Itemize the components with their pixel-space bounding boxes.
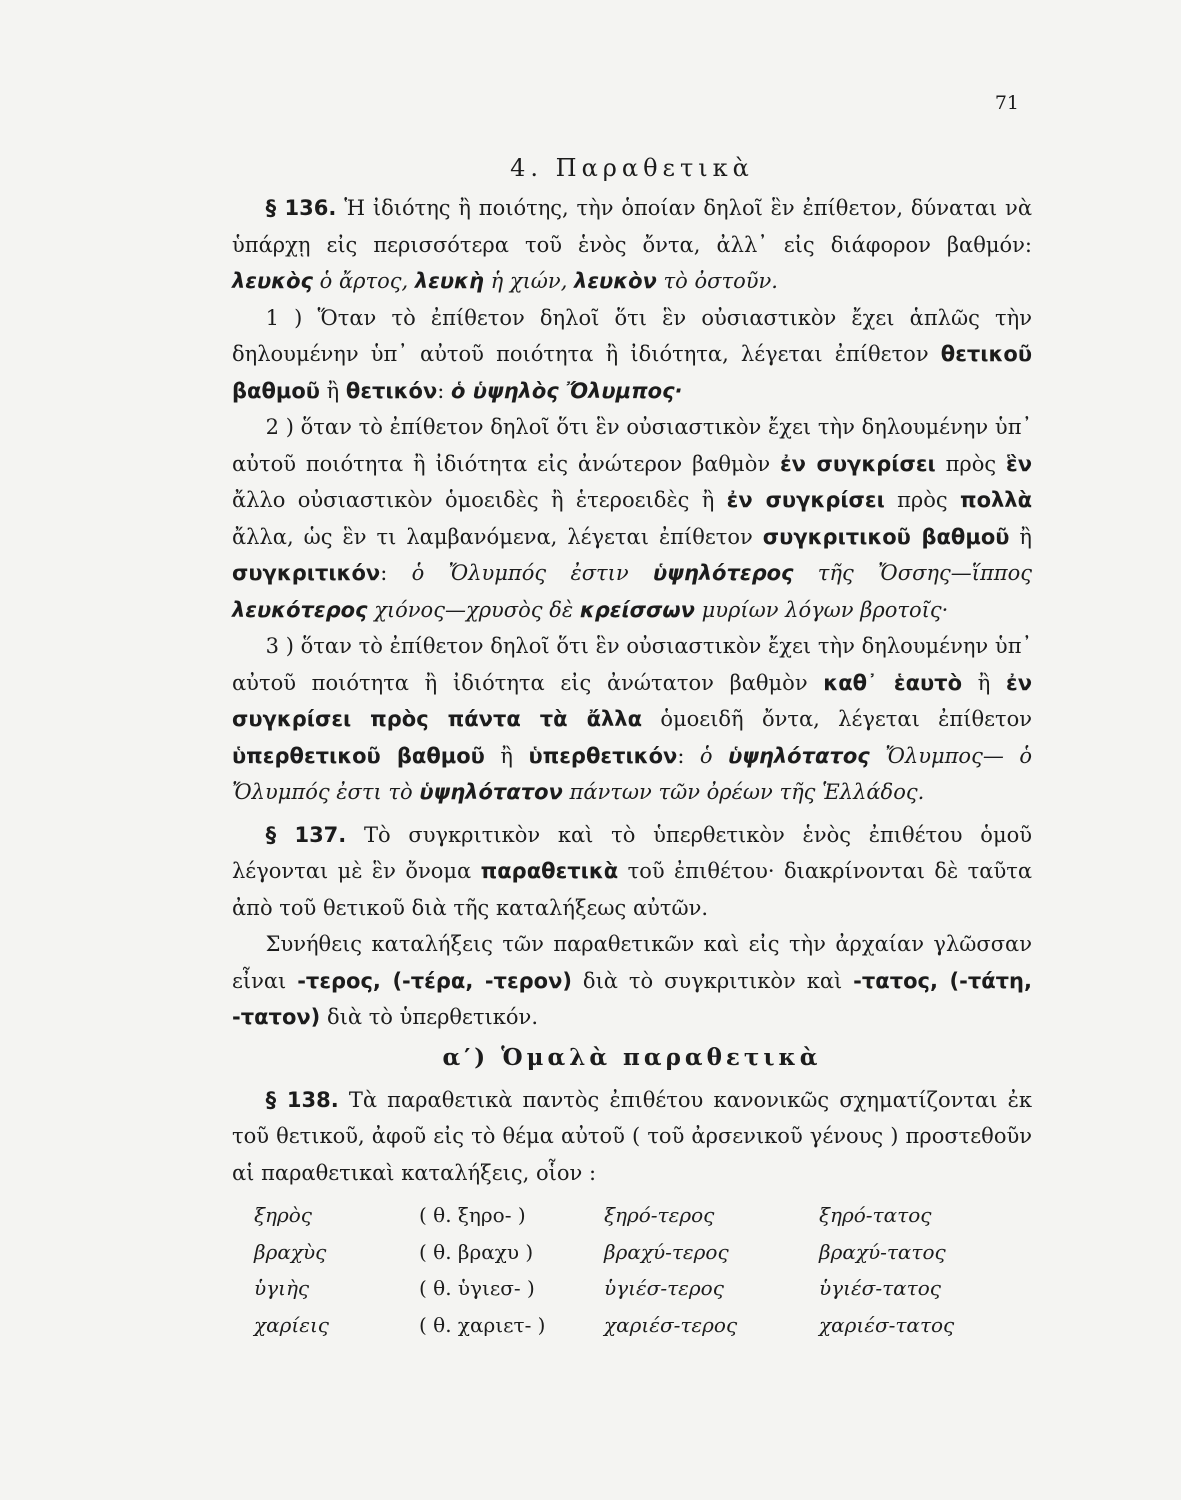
stem: ( θ. ὑγιεσ- ): [419, 1276, 535, 1300]
table-row: [254, 1197, 954, 1234]
comparative-form: ξηρό-τερος: [604, 1203, 715, 1227]
text: 2 ) ὅταν τὸ ἐπίθετον δηλοῖ ὅτι ἓν οὐσιαστικὸν ἔχει τὴν δηλουμένην ὑπ᾽ αὐτοῦ ποιότητα ἢ ἰδιότητα εἰς ἀνώτερον βαθμὸν: [232, 415, 1032, 476]
comparative-form: χαριέσ-τερος: [604, 1312, 738, 1337]
text: διὰ τὸ συγκριτικὸν καὶ: [572, 968, 854, 993]
term: παραθετικὰ: [480, 859, 619, 883]
comparative-form: ὑγιέσ-τερος: [604, 1276, 724, 1300]
text: τοῦ ἐπιθέτου· διακρίνονται δὲ ταῦτα ἀπὸ τοῦ θετικοῦ διὰ τῆς καταλήξεως αὐτῶν.: [232, 859, 1033, 920]
example-word: λευκότερος: [232, 597, 368, 622]
text: ἢ: [962, 670, 1006, 695]
term: -τερος, (-τέρα, -τερον): [297, 968, 573, 993]
term: ὑπερθετικοῦ βαθμοῦ: [232, 743, 485, 768]
term: ἐν συγκρίσει πρὸς πάντα τὰ ἄλλα: [232, 670, 1032, 731]
text: πρὸς: [935, 451, 1007, 476]
superlative-form: ὑγιέσ-τατος: [819, 1276, 941, 1300]
paragraph-positive: [232, 300, 1032, 410]
example-word: κρείσσων: [579, 597, 695, 622]
text: ἄλλο οὐσιαστικὸν ὁμοειδὲς ἢ ἑτεροειδὲς ἢ: [232, 488, 727, 512]
text: 3 ) ὅταν τὸ ἐπίθετον δηλοῖ ὅτι ἓν οὐσιαστικὸν ἔχει τὴν δηλουμένην ὑπ᾽ αὐτοῦ ποιότητα ἢ ἰδιότητα εἰς ἀνώτατον βαθμὸν: [232, 634, 1032, 695]
section-number: § 138.: [265, 1087, 339, 1112]
paragraph-superlative: [232, 628, 1032, 811]
text: ἢ: [1009, 524, 1032, 549]
text: Τὸ συγκριτικὸν καὶ τὸ ὑπερθετικὸν ἑνὸς ἐπιθέτου ὁμοῦ λέγονται μὲ ἓν ὄνομα: [232, 822, 1033, 883]
example-text: Ὄλυμπος— ὁ Ὄλυμπός ἐστι τὸ: [232, 743, 1032, 804]
term: συγκριτικοῦ βαθμοῦ: [762, 524, 1010, 549]
text: ἢ: [484, 743, 529, 768]
superlative-form: ξηρό-τατος: [819, 1203, 932, 1227]
stem: ( θ. βραχυ ): [419, 1239, 534, 1264]
example-text: τὸ ὀστοῦν.: [656, 269, 778, 293]
stem: ( θ. χαριετ- ): [419, 1312, 546, 1337]
example-text: χιόνος—χρυσὸς δὲ: [367, 597, 580, 622]
table-row: [254, 1307, 954, 1344]
term: καθ᾽ ἑαυτὸ: [823, 670, 963, 695]
example-text: ὁ ἄρτος,: [312, 269, 415, 293]
paragraph-137: [232, 817, 1032, 927]
stem: ( θ. ξηρο- ): [419, 1203, 526, 1227]
text: :: [437, 378, 452, 403]
term: ἓν: [1006, 451, 1033, 476]
term: θετικοῦ βαθμοῦ: [232, 342, 1032, 403]
example-text: ὁ Ὄλυμπός ἐστιν: [411, 561, 653, 585]
table-row: [254, 1234, 954, 1271]
text: Ἡ ἰδιότης ἢ ποιότης, τὴν ὁποίαν δηλοῖ ἓν ἐπίθετον, δύναται νὰ ὑπάρχῃ εἰς περισσότερα τοῦ ἑνὸς ὄντα, ἀλλ᾽ εἰς διάφορον βαθμόν:: [232, 196, 1033, 257]
positive-form: ὑγιὴς: [254, 1276, 310, 1300]
text: 1 ) Ὅταν τὸ ἐπίθετον δηλοῖ ὅτι ἓν οὐσιαστικὸν ἔχει ἁπλῶς τὴν δηλουμένην ὑπ᾽ αὐτοῦ ποιότητα ἢ ἰδιότητα, λέγεται ἐπίθετον: [232, 305, 1032, 366]
positive-form: βραχὺς: [254, 1239, 327, 1264]
term: θετικόν: [345, 378, 438, 403]
example-word: λευκὸς: [232, 269, 313, 293]
positive-form: χαρίεις: [254, 1312, 329, 1337]
paragraph-136: [232, 190, 1032, 300]
example-word: λευκὸν: [574, 269, 657, 293]
section-number: § 136.: [265, 196, 337, 220]
page-content: [232, 150, 1032, 1343]
text: πρὸς: [884, 488, 960, 512]
section-heading: 4. Παραθετικὰ: [510, 154, 754, 182]
term: -τατος, (-τάτη, -τατον): [232, 968, 1032, 1029]
example-text: ὁ: [699, 743, 729, 768]
text: ἢ: [319, 378, 346, 403]
paragraph-comparative: [232, 409, 1032, 628]
comparison-forms-table: [254, 1197, 954, 1343]
paragraph-138: [232, 1082, 1032, 1192]
comparative-form: βραχύ-τερος: [604, 1239, 729, 1264]
example-word: ὑψηλότατος: [728, 743, 870, 768]
example-word: ὑψηλότερος: [652, 561, 794, 585]
term: συγκριτικόν: [232, 561, 381, 585]
example-text: πάντων τῶν ὀρέων τῆς Ἑλλάδος.: [562, 780, 925, 804]
text: ὁμοειδῆ ὄντα, λέγεται ἐπίθετον: [642, 707, 1032, 731]
example: ὁ ὑψηλὸς Ὄλυμπος·: [451, 378, 683, 403]
superlative-form: χαριέσ-τατος: [819, 1312, 955, 1337]
term: ὑπερθετικόν: [528, 743, 678, 768]
superlative-form: βραχύ-τατος: [819, 1239, 946, 1264]
text: διὰ τὸ ὑπερθετικόν.: [320, 1005, 539, 1029]
page-number: 71: [994, 92, 1019, 114]
positive-form: ξηρὸς: [254, 1203, 312, 1227]
text: ἄλλα, ὡς ἓν τι λαμβανόμενα, λέγεται ἐπίθετον: [232, 524, 763, 549]
example-text: μυρίων λόγων βροτοῖς·: [694, 597, 949, 622]
term: πολλὰ: [959, 488, 1033, 512]
table-row: [254, 1270, 954, 1307]
term: ἐν συγκρίσει: [726, 488, 885, 512]
term: ἐν συγκρίσει: [779, 451, 936, 476]
example-word: ὑψηλότατον: [419, 780, 563, 804]
text: :: [677, 743, 700, 768]
paragraph-137-endings: [232, 926, 1032, 1036]
text: Τὰ παραθετικὰ παντὸς ἐπιθέτου κανονικῶς σχηματίζονται ἐκ τοῦ θετικοῦ, ἀφοῦ εἰς τὸ θέμα αὐτοῦ ( τοῦ ἀρσενικοῦ γένους ) προστεθοῦν αἱ παραθετικαὶ καταλήξεις, οἷον :: [232, 1087, 1033, 1185]
section-number: § 137.: [265, 822, 347, 847]
example-text: ἡ χιών,: [483, 269, 575, 293]
subsection-heading: α′) Ὁμαλὰ παραθετικὰ: [442, 1043, 822, 1071]
example-text: τῆς Ὄσσης—ἵππος: [793, 561, 1032, 585]
text: Συνήθεις καταλήξεις τῶν παραθετικῶν καὶ εἰς τὴν ἀρχαίαν γλῶσσαν εἶναι: [232, 932, 1032, 993]
text: :: [380, 561, 412, 585]
example-word: λευκὴ: [414, 269, 484, 293]
